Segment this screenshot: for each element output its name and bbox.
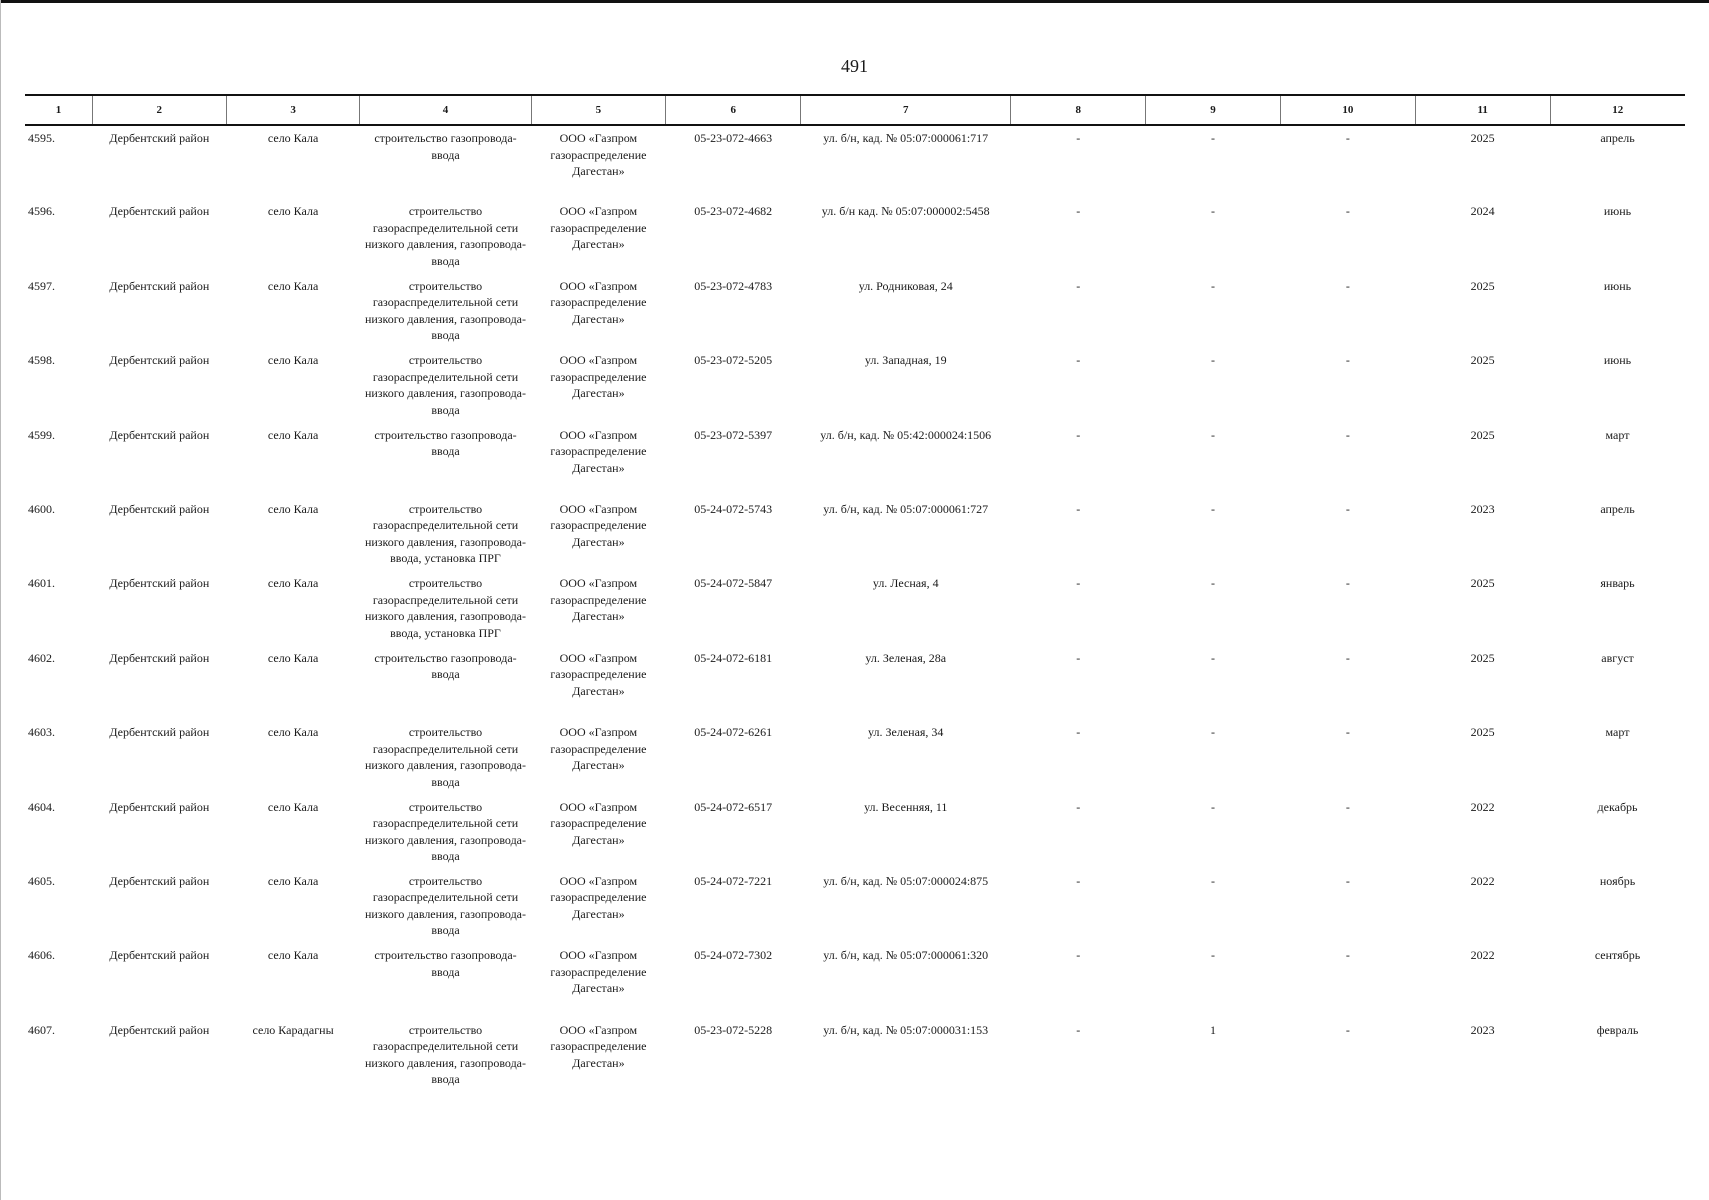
district-cell: Дербентский район xyxy=(109,799,210,814)
organization-cell: ООО «Газпром газораспределение Дагестан» xyxy=(550,576,647,624)
district-cell: Дербентский район xyxy=(109,725,210,740)
column-9-cell: - xyxy=(1211,650,1216,665)
year-cell: 2025 xyxy=(1470,725,1495,740)
column-header: 11 xyxy=(1415,95,1550,125)
settlement-cell: село Кала xyxy=(267,204,319,219)
application-code-cell: 05-23-072-4783 xyxy=(694,278,773,293)
organization-cell: ООО «Газпром газораспределение Дагестан» xyxy=(550,353,647,401)
table-row xyxy=(25,423,1685,497)
year-cell: 2025 xyxy=(1470,576,1495,591)
application-code-cell: 05-23-072-4682 xyxy=(694,204,773,219)
column-header: 4 xyxy=(360,95,531,125)
month-cell: ноябрь xyxy=(1599,873,1636,888)
settlement-cell: село Кала xyxy=(267,873,319,888)
address-cell: ул. б/н, кад. № 05:07:000031:153 xyxy=(823,1022,989,1037)
settlement-cell: село Кала xyxy=(267,799,319,814)
month-cell: февраль xyxy=(1596,1022,1639,1037)
column-header: 3 xyxy=(226,95,360,125)
district-cell: Дербентский район xyxy=(109,427,210,442)
settlement-cell: село Кала xyxy=(267,725,319,740)
address-cell: ул. б/н, кад. № 05:42:000024:1506 xyxy=(820,427,992,442)
row-number: 4605. xyxy=(28,873,55,888)
column-10-cell: - xyxy=(1345,576,1350,591)
organization-cell: ООО «Газпром газораспределение Дагестан» xyxy=(550,873,647,921)
year-cell: 2022 xyxy=(1470,873,1495,888)
row-number: 4595. xyxy=(28,131,55,145)
organization-cell: ООО «Газпром газораспределение Дагестан» xyxy=(550,204,647,252)
month-cell: сентябрь xyxy=(1594,948,1641,963)
organization-cell: ООО «Газпром газораспределение Дагестан» xyxy=(550,427,647,475)
application-code-cell: 05-23-072-5228 xyxy=(694,1022,773,1037)
month-cell: декабрь xyxy=(1597,799,1638,814)
district-cell: Дербентский район xyxy=(109,501,210,516)
application-code-cell: 05-24-072-6517 xyxy=(694,799,773,814)
column-header: 10 xyxy=(1280,95,1415,125)
top-border-rule xyxy=(0,0,1709,3)
month-cell: июнь xyxy=(1603,204,1632,219)
work-description-cell: строительство газораспределительной сети низкого давления, газопровода-ввода xyxy=(364,353,527,417)
column-9-cell: - xyxy=(1211,873,1216,888)
column-9-cell: - xyxy=(1211,725,1216,740)
register-table xyxy=(25,94,1685,1092)
table-row xyxy=(25,199,1685,273)
column-9-cell: - xyxy=(1211,501,1216,516)
column-9-cell: - xyxy=(1211,427,1216,442)
column-10-cell: - xyxy=(1345,353,1350,368)
work-description-cell: строительство газораспределительной сети низкого давления, газопровода-ввода xyxy=(364,204,527,268)
settlement-cell: село Кала xyxy=(267,427,319,442)
table-row xyxy=(25,869,1685,943)
column-10-cell: - xyxy=(1345,204,1350,219)
year-cell: 2022 xyxy=(1470,948,1495,963)
table-row xyxy=(25,1018,1685,1092)
organization-cell: ООО «Газпром газораспределение Дагестан» xyxy=(550,799,647,847)
application-code-cell: 05-24-072-7221 xyxy=(694,873,773,888)
application-code-cell: 05-24-072-7302 xyxy=(694,948,773,963)
column-header: 12 xyxy=(1550,95,1685,125)
application-code-cell: 05-24-072-5847 xyxy=(694,576,773,591)
year-cell: 2025 xyxy=(1470,353,1495,368)
column-header: 1 xyxy=(25,95,92,125)
district-cell: Дербентский район xyxy=(109,873,210,888)
column-8-cell: - xyxy=(1076,427,1081,442)
month-cell: март xyxy=(1605,427,1630,442)
district-cell: Дербентский район xyxy=(109,131,210,145)
column-header: 2 xyxy=(92,95,226,125)
settlement-cell: село Кала xyxy=(267,501,319,516)
column-9-cell: - xyxy=(1211,131,1216,145)
district-cell: Дербентский район xyxy=(109,204,210,219)
table-row xyxy=(25,348,1685,422)
column-10-cell: - xyxy=(1345,948,1350,963)
organization-cell: ООО «Газпром газораспределение Дагестан» xyxy=(550,278,647,326)
address-cell: ул. Лесная, 4 xyxy=(872,576,939,591)
month-cell: апрель xyxy=(1600,501,1635,516)
column-9-cell: - xyxy=(1211,204,1216,219)
settlement-cell: село Кала xyxy=(267,948,319,963)
row-number: 4600. xyxy=(28,501,55,516)
column-header: 9 xyxy=(1146,95,1281,125)
column-9-cell: - xyxy=(1211,948,1216,963)
work-description-cell: строительство газораспределительной сети низкого давления, газопровода-ввода, установка ПРГ xyxy=(364,501,527,566)
table-row xyxy=(25,795,1685,869)
application-code-cell: 05-23-072-5397 xyxy=(694,427,773,442)
column-8-cell: - xyxy=(1076,131,1081,145)
year-cell: 2022 xyxy=(1470,799,1495,814)
row-number: 4607. xyxy=(28,1022,55,1037)
settlement-cell: село Кала xyxy=(267,353,319,368)
work-description-cell: строительство газопровода-ввода xyxy=(374,427,517,459)
table-row xyxy=(25,497,1685,571)
year-cell: 2023 xyxy=(1470,1022,1495,1037)
scan-left-edge xyxy=(0,0,1,1200)
column-9-cell: - xyxy=(1211,353,1216,368)
column-8-cell: - xyxy=(1076,353,1081,368)
column-10-cell: - xyxy=(1345,873,1350,888)
row-number: 4603. xyxy=(28,725,55,740)
month-cell: июнь xyxy=(1603,278,1632,293)
row-number: 4602. xyxy=(28,650,55,665)
address-cell: ул. б/н кад. № 05:07:000002:5458 xyxy=(821,204,990,219)
address-cell: ул. Родниковая, 24 xyxy=(858,278,953,293)
year-cell: 2025 xyxy=(1470,131,1495,145)
year-cell: 2025 xyxy=(1470,427,1495,442)
district-cell: Дербентский район xyxy=(109,948,210,963)
table-row xyxy=(25,274,1685,348)
organization-cell: ООО «Газпром газораспределение Дагестан» xyxy=(550,650,647,698)
column-9-cell: - xyxy=(1211,799,1216,814)
work-description-cell: строительство газораспределительной сети низкого давления, газопровода-ввода, установка ПРГ xyxy=(364,576,527,640)
month-cell: март xyxy=(1605,725,1630,740)
column-8-cell: - xyxy=(1076,1022,1081,1037)
table-row xyxy=(25,943,1685,1017)
organization-cell: ООО «Газпром газораспределение Дагестан» xyxy=(550,725,647,773)
row-number: 4596. xyxy=(28,204,55,219)
address-cell: ул. Зеленая, 28а xyxy=(865,650,947,665)
column-8-cell: - xyxy=(1076,576,1081,591)
year-cell: 2025 xyxy=(1470,278,1495,293)
column-9-cell: - xyxy=(1211,278,1216,293)
table-row xyxy=(25,571,1685,645)
application-code-cell: 05-23-072-4663 xyxy=(694,131,773,145)
address-cell: ул. Западная, 19 xyxy=(864,353,947,368)
address-cell: ул. б/н, кад. № 05:07:000061:320 xyxy=(823,948,989,963)
column-8-cell: - xyxy=(1076,725,1081,740)
settlement-cell: село Кала xyxy=(267,278,319,293)
column-10-cell: - xyxy=(1345,650,1350,665)
header-row xyxy=(25,95,1685,125)
work-description-cell: строительство газораспределительной сети низкого давления, газопровода-ввода xyxy=(364,725,527,789)
row-number: 4601. xyxy=(28,576,55,591)
district-cell: Дербентский район xyxy=(109,1022,210,1037)
column-10-cell: - xyxy=(1345,278,1350,293)
settlement-cell: село Кала xyxy=(267,650,319,665)
column-8-cell: - xyxy=(1076,204,1081,219)
row-number: 4597. xyxy=(28,278,55,293)
column-9-cell: 1 xyxy=(1210,1022,1217,1037)
year-cell: 2023 xyxy=(1470,501,1495,516)
application-code-cell: 05-23-072-5205 xyxy=(694,353,773,368)
application-code-cell: 05-24-072-6181 xyxy=(694,650,773,665)
column-10-cell: - xyxy=(1345,1022,1350,1037)
column-header: 8 xyxy=(1011,95,1146,125)
work-description-cell: строительство газораспределительной сети низкого давления, газопровода-ввода xyxy=(364,799,527,864)
month-cell: январь xyxy=(1600,576,1635,591)
address-cell: ул. Зеленая, 34 xyxy=(868,725,944,740)
column-10-cell: - xyxy=(1345,501,1350,516)
district-cell: Дербентский район xyxy=(109,353,210,368)
column-header: 6 xyxy=(666,95,801,125)
column-8-cell: - xyxy=(1076,501,1081,516)
address-cell: ул. б/н, кад. № 05:07:000061:727 xyxy=(823,501,989,516)
table-body xyxy=(25,125,1685,1092)
month-cell: июнь xyxy=(1603,353,1632,368)
application-code-cell: 05-24-072-6261 xyxy=(694,725,773,740)
application-code-cell: 05-24-072-5743 xyxy=(694,501,773,516)
settlement-cell: село Кала xyxy=(267,576,319,591)
settlement-cell: село Кала xyxy=(267,131,319,145)
table-row xyxy=(25,720,1685,794)
work-description-cell: строительство газопровода-ввода xyxy=(374,948,517,979)
page-number: 491 xyxy=(841,56,868,76)
column-10-cell: - xyxy=(1345,725,1350,740)
address-cell: ул. б/н, кад. № 05:07:000024:875 xyxy=(823,873,989,888)
column-8-cell: - xyxy=(1076,873,1081,888)
organization-cell: ООО «Газпром газораспределение Дагестан» xyxy=(550,1022,647,1070)
row-number: 4606. xyxy=(28,948,55,963)
address-cell: ул. б/н, кад. № 05:07:000061:717 xyxy=(823,131,989,145)
row-number: 4598. xyxy=(28,353,55,368)
work-description-cell: строительство газораспределительной сети низкого давления, газопровода-ввода xyxy=(364,1022,527,1087)
column-8-cell: - xyxy=(1076,650,1081,665)
row-number: 4604. xyxy=(28,799,55,814)
district-cell: Дербентский район xyxy=(109,278,210,293)
work-description-cell: строительство газораспределительной сети низкого давления, газопровода-ввода xyxy=(364,873,527,938)
month-cell: апрель xyxy=(1600,131,1635,145)
month-cell: август xyxy=(1601,650,1634,665)
address-cell: ул. Весенняя, 11 xyxy=(864,799,948,814)
work-description-cell: строительство газопровода-ввода xyxy=(374,650,517,682)
work-description-cell: строительство газопровода-ввода xyxy=(374,131,517,162)
year-cell: 2025 xyxy=(1470,650,1495,665)
column-8-cell: - xyxy=(1076,799,1081,814)
column-header: 5 xyxy=(531,95,666,125)
table-row xyxy=(25,646,1685,720)
year-cell: 2024 xyxy=(1470,204,1495,219)
column-8-cell: - xyxy=(1076,948,1081,963)
settlement-cell: село Карадагны xyxy=(252,1022,334,1037)
work-description-cell: строительство газораспределительной сети низкого давления, газопровода-ввода xyxy=(364,278,527,343)
column-10-cell: - xyxy=(1345,131,1350,145)
column-header: 7 xyxy=(801,95,1011,125)
column-10-cell: - xyxy=(1345,799,1350,814)
organization-cell: ООО «Газпром газораспределение Дагестан» xyxy=(550,131,647,178)
column-8-cell: - xyxy=(1076,278,1081,293)
column-10-cell: - xyxy=(1345,427,1350,442)
district-cell: Дербентский район xyxy=(109,650,210,665)
table-row xyxy=(25,125,1685,199)
organization-cell: ООО «Газпром газораспределение Дагестан» xyxy=(550,501,647,549)
column-9-cell: - xyxy=(1211,576,1216,591)
row-number: 4599. xyxy=(28,427,55,442)
district-cell: Дербентский район xyxy=(109,576,210,591)
organization-cell: ООО «Газпром газораспределение Дагестан» xyxy=(550,948,647,996)
